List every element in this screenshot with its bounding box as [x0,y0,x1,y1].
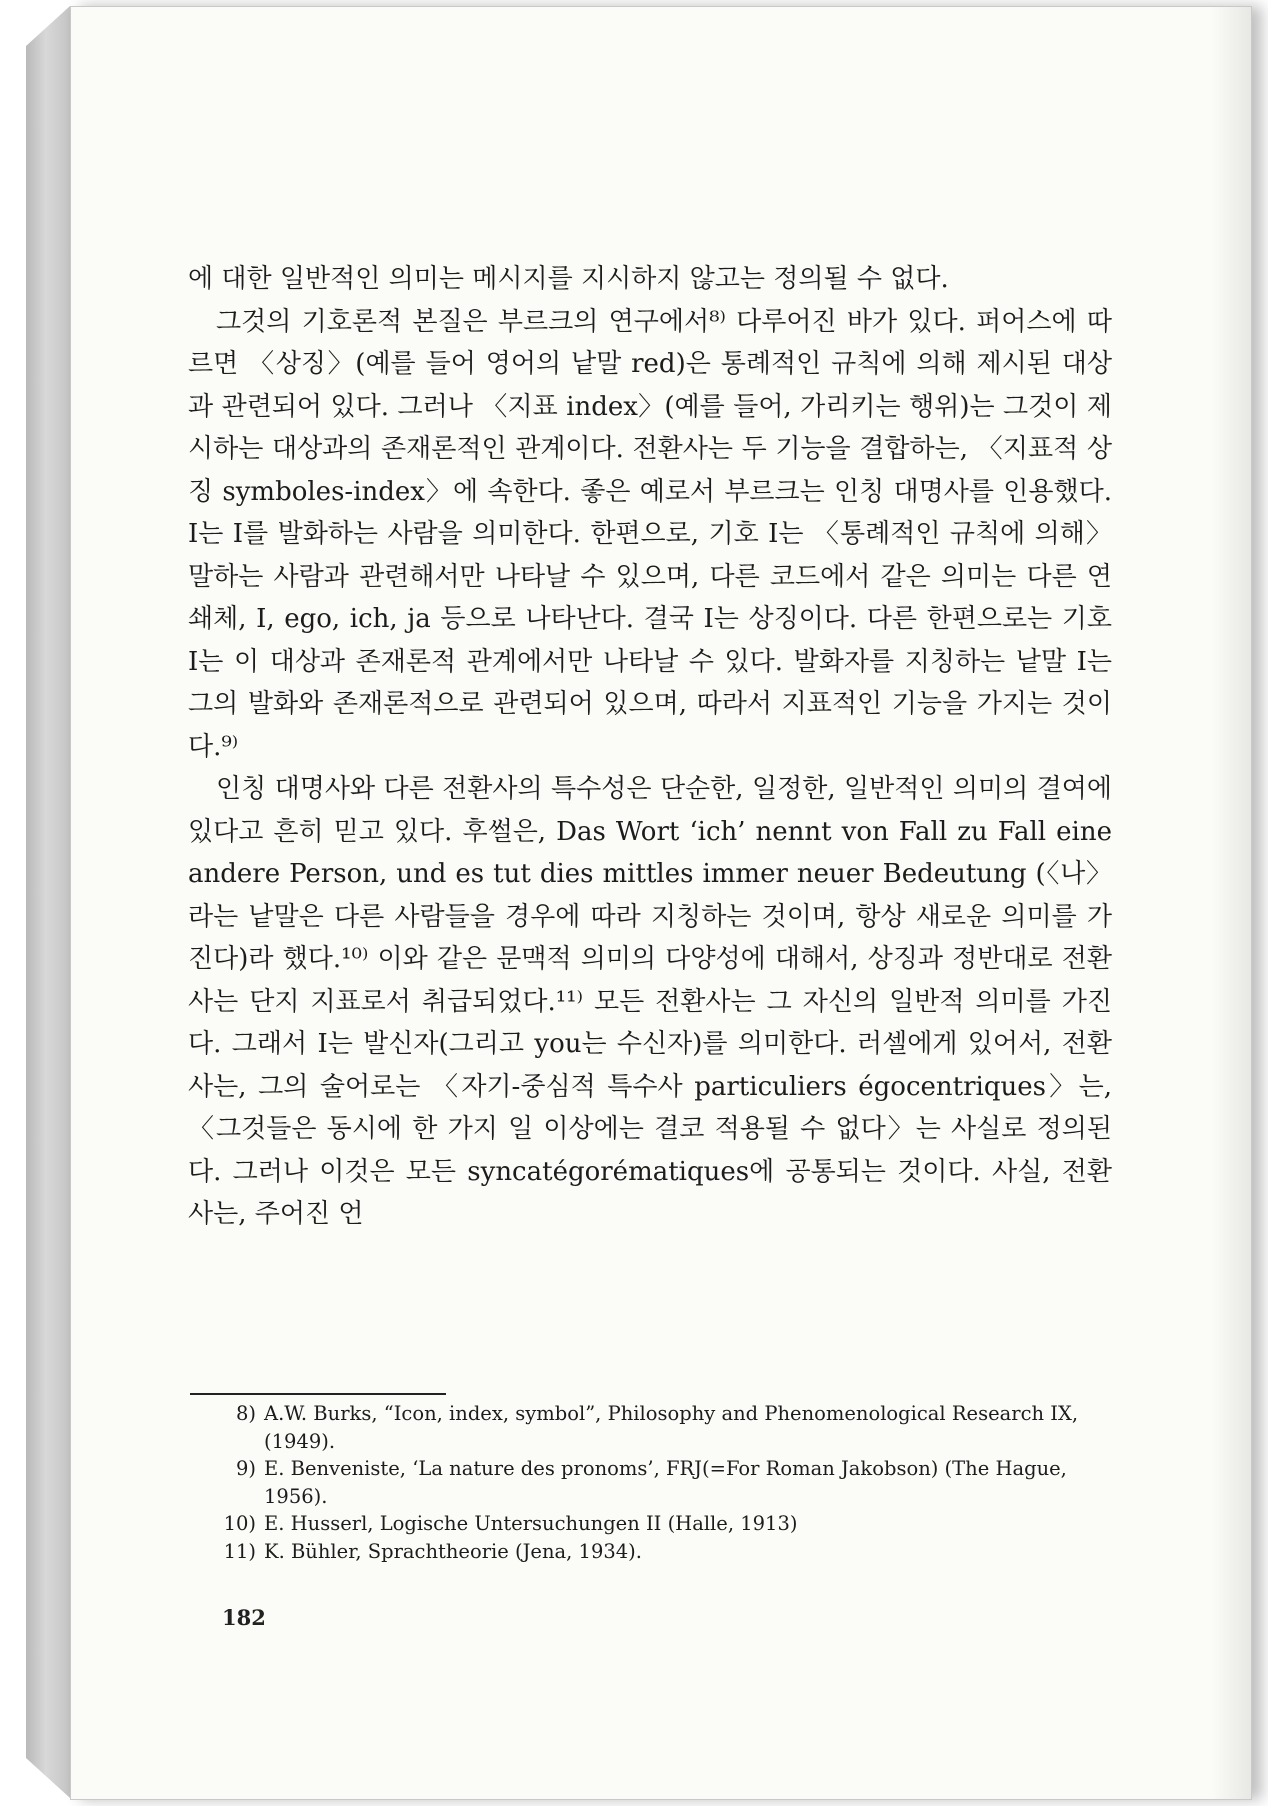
footnote-number: 8) [235,1402,256,1425]
footnotes [220,1400,1112,1565]
paragraph-1: 에 대한 일반적인 의미는 메시지를 지시하지 않고는 정의될 수 없다. [188,264,949,294]
paragraph-3: 인칭 대명사와 다른 전환사의 특수성은 단순한, 일정한, 일반적인 의미의 결여에 있다고 흔히 믿고 있다. 후썰은, Das Wort ‘ich’ nennt von Fall zu Fall eine andere Person, und es tut dies mittles immer neuer Bedeutung (〈나〉라는 낱말은 다른 사람들을 경우에 따라 지칭하는 것이며, 항상 새로운 의미를 가진다)라 했다.¹⁰⁾ 이와 같은 문맥적 의미의 다양성에 대해서, 상징과 정반대로 전환사는 단지 지표로서 취급되었다.¹¹⁾ 모든 전환사는 그 자신의 일반적 의미를 가진다. 그래서 I는 발신자(그리고 you는 수신자)를 의미한다. 러셀에게 있어서, 전환사는, 그의 술어로는 〈자기-중심적 특수사 particuliers égocentriques〉는, 〈그것들은 동시에 한 가지 일 이상에는 결코 적용될 수 없다〉는 사실로 정의된다. 그러나 이것은 모든 syncatégorématiques에 공통되는 것이다. 사실, 전환사는, 주어진 언 [188,774,1112,1229]
footnote-number: 10) [223,1512,256,1535]
footnote-text: E. Husserl, Logische Untersuchungen II (Halle, 1913) [264,1512,798,1535]
book-spine [26,6,70,1798]
footnote-8 [220,1400,1112,1455]
page-edge-shadow [1211,7,1251,1799]
footnote-number: 9) [235,1457,256,1480]
footnote-11 [220,1538,1112,1566]
main-text [188,258,1112,1236]
page-number: 182 [222,1605,266,1630]
footnote-10 [220,1510,1112,1538]
footnote-separator [190,1393,446,1395]
footnote-text: E. Benveniste, ‘La nature des pronoms’, FRJ(=For Roman Jakobson) (The Hague, 1956). [264,1457,1067,1508]
footnote-text: A.W. Burks, “Icon, index, symbol”, Philosophy and Phenomenological Research IX, (1949). [264,1402,1079,1453]
footnote-9 [220,1455,1112,1510]
footnote-number: 11) [223,1539,256,1563]
paragraph-2: 그것의 기호론적 본질은 부르크의 연구에서⁸⁾ 다루어진 바가 있다. 퍼어스에 따르면 〈상징〉(예를 들어 영어의 낱말 red)은 통례적인 규칙에 의해 제시된 대상과 관련되어 있다. 그러나 〈지표 index〉(예를 들어, 가리키는 행위)는 그것이 제시하는 대상과의 존재론적인 관계이다. 전환사는 두 기능을 결합하는, 〈지표적 상징 symboles-index〉에 속한다. 좋은 예로서 부르크는 인칭 대명사를 인용했다. I는 I를 발화하는 사람을 의미한다. 한편으로, 기호 I는 〈통례적인 규칙에 의해〉 말하는 사람과 관련해서만 나타날 수 있으며, 다른 코드에서 같은 의미는 다른 연쇄체, I, ego, ich, ja 등으로 나타난다. 결국 I는 상징이다. 다른 한편으로는 기호 I는 이 대상과 존재론적 관계에서만 나타날 수 있다. 발화자를 지칭하는 낱말 I는 그의 발화와 존재론적으로 관련되어 있으며, 따라서 지표적인 기능을 가지는 것이다.⁹⁾ [188,306,1112,762]
footnote-text: K. Bühler, Sprachtheorie (Jena, 1934). [264,1539,642,1563]
